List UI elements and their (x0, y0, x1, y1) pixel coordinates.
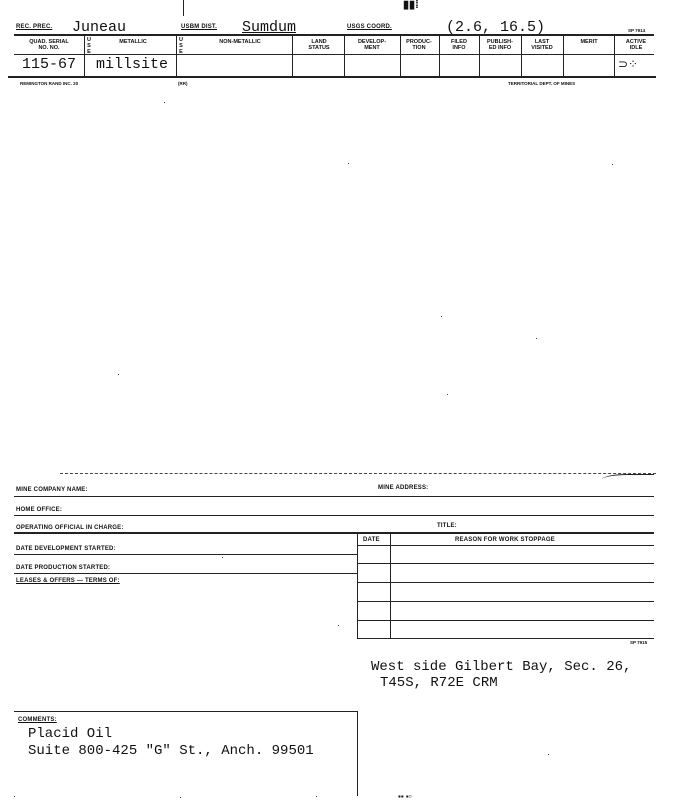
dept-imprint: TERRITORIAL DEPT. OF MINES (508, 81, 576, 86)
mine-company-name-label: MINE COMPANY NAME: (16, 487, 88, 493)
col-merit: MERIT (580, 39, 598, 45)
bottom-edge-mark: ▪▪ ▪▫ (398, 792, 412, 801)
col-use-1: U S E (87, 37, 91, 55)
title-label: TITLE: (437, 523, 457, 529)
col-production: PRODUC- TION (406, 39, 432, 51)
printer-code: (RR) (178, 81, 188, 86)
col-published-info: PUBLISH- ED INFO (487, 39, 513, 51)
col-use-2: U S E (179, 37, 183, 55)
col-land-status: LAND STATUS (308, 39, 330, 51)
operating-official-label: OPERATING OFFICIAL IN CHARGE: (16, 525, 124, 531)
row-number: 115-67 (22, 56, 77, 73)
rec-prec-value: Juneau (72, 19, 127, 36)
row-metallic: millsite (96, 56, 169, 73)
lower-top-rule (60, 473, 656, 474)
comments-line-1: Placid Oil (28, 726, 113, 742)
date-col-header: DATE (363, 537, 380, 543)
col-metallic: METALLIC (119, 39, 147, 45)
date-development-started-label: DATE DEVELOPMENT STARTED: (16, 546, 116, 552)
usgs-coord-label: USGS COORD. (347, 24, 392, 30)
form-code: SP 7914 (628, 28, 646, 33)
comments-line-2: Suite 800-425 "G" St., Anch. 99501 (28, 743, 314, 759)
col-last-visited: LAST VISITED (531, 39, 553, 51)
col-filed-info: FILED INFO (451, 39, 467, 51)
location-line-1: West side Gilbert Bay, Sec. 26, (371, 659, 632, 675)
form-code-2: SP 7915 (630, 640, 648, 645)
top-edge-mark: ▮▮⁞ (403, 0, 419, 11)
row-bottom-rule (8, 76, 656, 78)
header-rule (14, 34, 654, 36)
column-header-rule (14, 54, 654, 55)
comments-label: COMMENTS: (18, 717, 57, 723)
col-active-idle: ACTIVE IDLE (625, 39, 647, 51)
printer-imprint: REMINGTON RAND INC. 20 (20, 81, 79, 86)
usgs-coord-value: (2.6, 16.5) (446, 19, 546, 36)
home-office-label: HOME OFFICE: (16, 507, 63, 513)
mine-address-label: MINE ADDRESS: (378, 485, 429, 491)
active-idle-mark: ⊃⁘ (618, 57, 639, 71)
col-quad-serial: QUAD. SERIAL NO. NO. (29, 39, 69, 51)
location-line-2: T45S, R72E CRM (380, 675, 498, 691)
usbm-dist-value: Sumdum (242, 19, 297, 36)
date-production-started-label: DATE PRODUCTION STARTED: (16, 565, 111, 571)
usbm-dist-label: USBM DIST. (181, 24, 218, 30)
rec-prec-label: REC. PREC. (16, 24, 53, 30)
leases-offers-label: LEASES & OFFERS — TERMS OF: (16, 578, 120, 584)
header-divider (183, 0, 184, 16)
reason-col-header: REASON FOR WORK STOPPAGE (455, 537, 555, 543)
col-development: DEVELOP- MENT (357, 39, 387, 51)
col-non-metallic: NON-METALLIC (219, 39, 261, 45)
